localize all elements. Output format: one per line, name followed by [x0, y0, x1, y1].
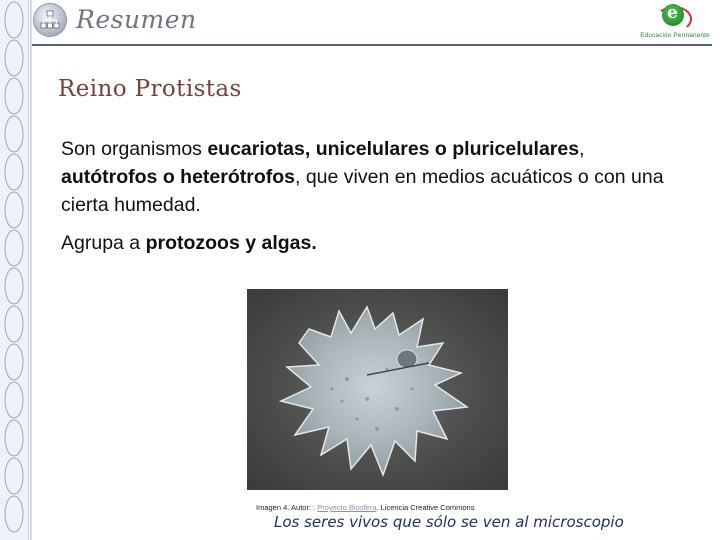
educacion-permanente-logo	[636, 4, 714, 44]
groups-paragraph	[61, 229, 681, 257]
caption-source-link[interactable]: Proyecto Biosfera	[317, 503, 377, 512]
side-divider	[30, 0, 32, 540]
para1-bold-1: eucariotas, unicelulares o pluricelulares	[207, 138, 580, 160]
para1-text-3: , que viven en medios acuáticos o con una cierta humedad.	[61, 166, 664, 216]
logo-letter: e	[667, 3, 678, 23]
amoeba-micrograph-image	[247, 289, 508, 490]
sitemap-icon	[33, 3, 67, 37]
para1-text-2: ,	[579, 138, 585, 160]
description-paragraph	[61, 135, 681, 219]
logo-text: Educación Permanente	[640, 32, 710, 39]
caption-suffix: . Licencia Creative Commons	[376, 503, 475, 512]
caption-prefix: Imagen 4. Autor: .	[256, 503, 318, 512]
decorative-side-ribbon	[0, 0, 29, 540]
footer-subtitle: Los seres vivos que sólo se ven al microscopio	[274, 513, 624, 531]
image-caption	[256, 503, 474, 512]
para2-text-1: Agrupa a	[61, 232, 146, 254]
section-title: Resumen	[76, 5, 197, 34]
header-divider	[32, 44, 712, 46]
page-title: Reino Protistas	[58, 76, 242, 102]
para2-bold-1: protozoos y algas.	[145, 232, 317, 254]
para1-text-1: Son organismos	[61, 138, 208, 160]
para1-bold-2: autótrofos o heterótrofos	[61, 166, 295, 188]
logo-mark-icon	[662, 4, 684, 26]
